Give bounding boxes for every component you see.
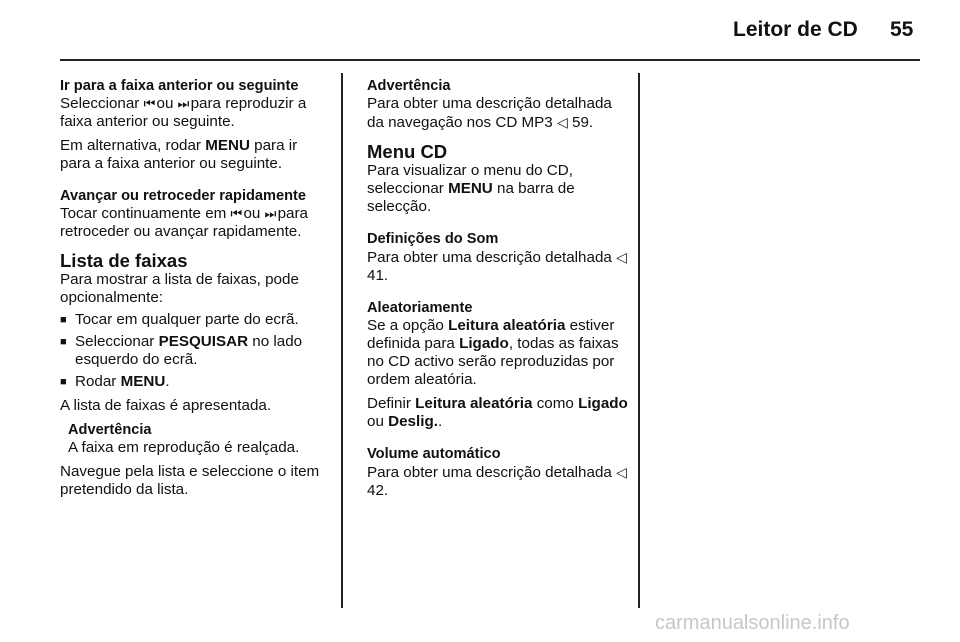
- page-reference[interactable]: 59.: [572, 114, 594, 131]
- watermark: carmanualsonline.info: [655, 612, 850, 634]
- cross-reference-icon: ◁: [556, 114, 568, 130]
- paragraph: Para visualizar o menu do CD, seleccionar MENU na barra de selecção.: [367, 162, 575, 215]
- cross-reference-icon: ◁: [616, 464, 627, 480]
- page-reference[interactable]: 42.: [367, 482, 389, 499]
- bullet-icon: ■: [60, 336, 67, 348]
- column-1: [60, 77, 322, 499]
- column-2: [367, 77, 629, 500]
- list-item: ■ Rodar MENU.: [60, 373, 170, 390]
- note-text: A faixa em reprodução é realçada.: [68, 439, 300, 456]
- previous-track-icon: ⏮: [230, 206, 240, 221]
- section-heading-menu-cd: Menu CD: [367, 141, 448, 162]
- bullet-icon: ■: [60, 376, 67, 388]
- paragraph: Definir Leitura aleatória como Ligado ou Deslig..: [367, 395, 628, 430]
- paragraph: A lista de faixas é apresentada.: [60, 397, 272, 414]
- cross-reference-icon: ◁: [616, 249, 627, 265]
- header-divider: [60, 59, 920, 61]
- paragraph: Para obter uma descrição detalhada ◁ 41.: [367, 249, 627, 284]
- paragraph: Navegue pela lista e seleccione o item pretendido da lista.: [60, 463, 320, 498]
- note-title: Advertência: [367, 78, 451, 94]
- page-title: Leitor de CD: [733, 18, 858, 41]
- paragraph: Seleccionar ⏮ ou ⏭ para reproduzir a faixa anterior ou seguinte.: [60, 95, 307, 130]
- section-heading-random: Aleatoriamente: [367, 300, 473, 316]
- note-title: Advertência: [68, 422, 152, 438]
- previous-track-icon: ⏮: [143, 96, 153, 111]
- page-number: 55: [890, 18, 914, 41]
- note-text: Para obter uma descrição detalhada da navegação nos CD MP3 ◁ 59.: [367, 95, 612, 131]
- bullet-icon: ■: [60, 314, 67, 326]
- paragraph: Se a opção Leitura aleatória estiver definida para Ligado, todas as faixas no CD activo serão reproduzidas por ordem aleatória.: [367, 317, 619, 388]
- paragraph: Para obter uma descrição detalhada ◁ 42.: [367, 464, 627, 499]
- list-item: ■ Seleccionar PESQUISAR no lado esquerdo do ecrã.: [60, 333, 303, 368]
- section-heading-seek: Avançar ou retroceder rapidamente: [60, 188, 307, 204]
- section-heading-volume: Volume automático: [367, 446, 501, 462]
- column-divider-2: [638, 73, 640, 608]
- paragraph: Para mostrar a lista de faixas, pode opcionalmente:: [60, 271, 299, 306]
- list-item: ■ Tocar em qualquer parte do ecrã.: [60, 311, 299, 328]
- page-reference[interactable]: 41.: [367, 267, 389, 284]
- next-track-icon: ⏭: [264, 206, 274, 221]
- section-heading-track-list: Lista de faixas: [60, 250, 188, 271]
- column-divider-1: [341, 73, 343, 608]
- section-heading-sound: Definições do Som: [367, 231, 499, 247]
- paragraph: Em alternativa, rodar MENU para ir para a faixa anterior ou seguinte.: [60, 137, 298, 172]
- note-box: [68, 421, 322, 457]
- section-heading-skip: Ir para a faixa anterior ou seguinte: [60, 78, 299, 94]
- paragraph: Tocar continuamente em ⏮ ou ⏭ para retroceder ou avançar rapidamente.: [60, 205, 308, 240]
- next-track-icon: ⏭: [177, 96, 187, 111]
